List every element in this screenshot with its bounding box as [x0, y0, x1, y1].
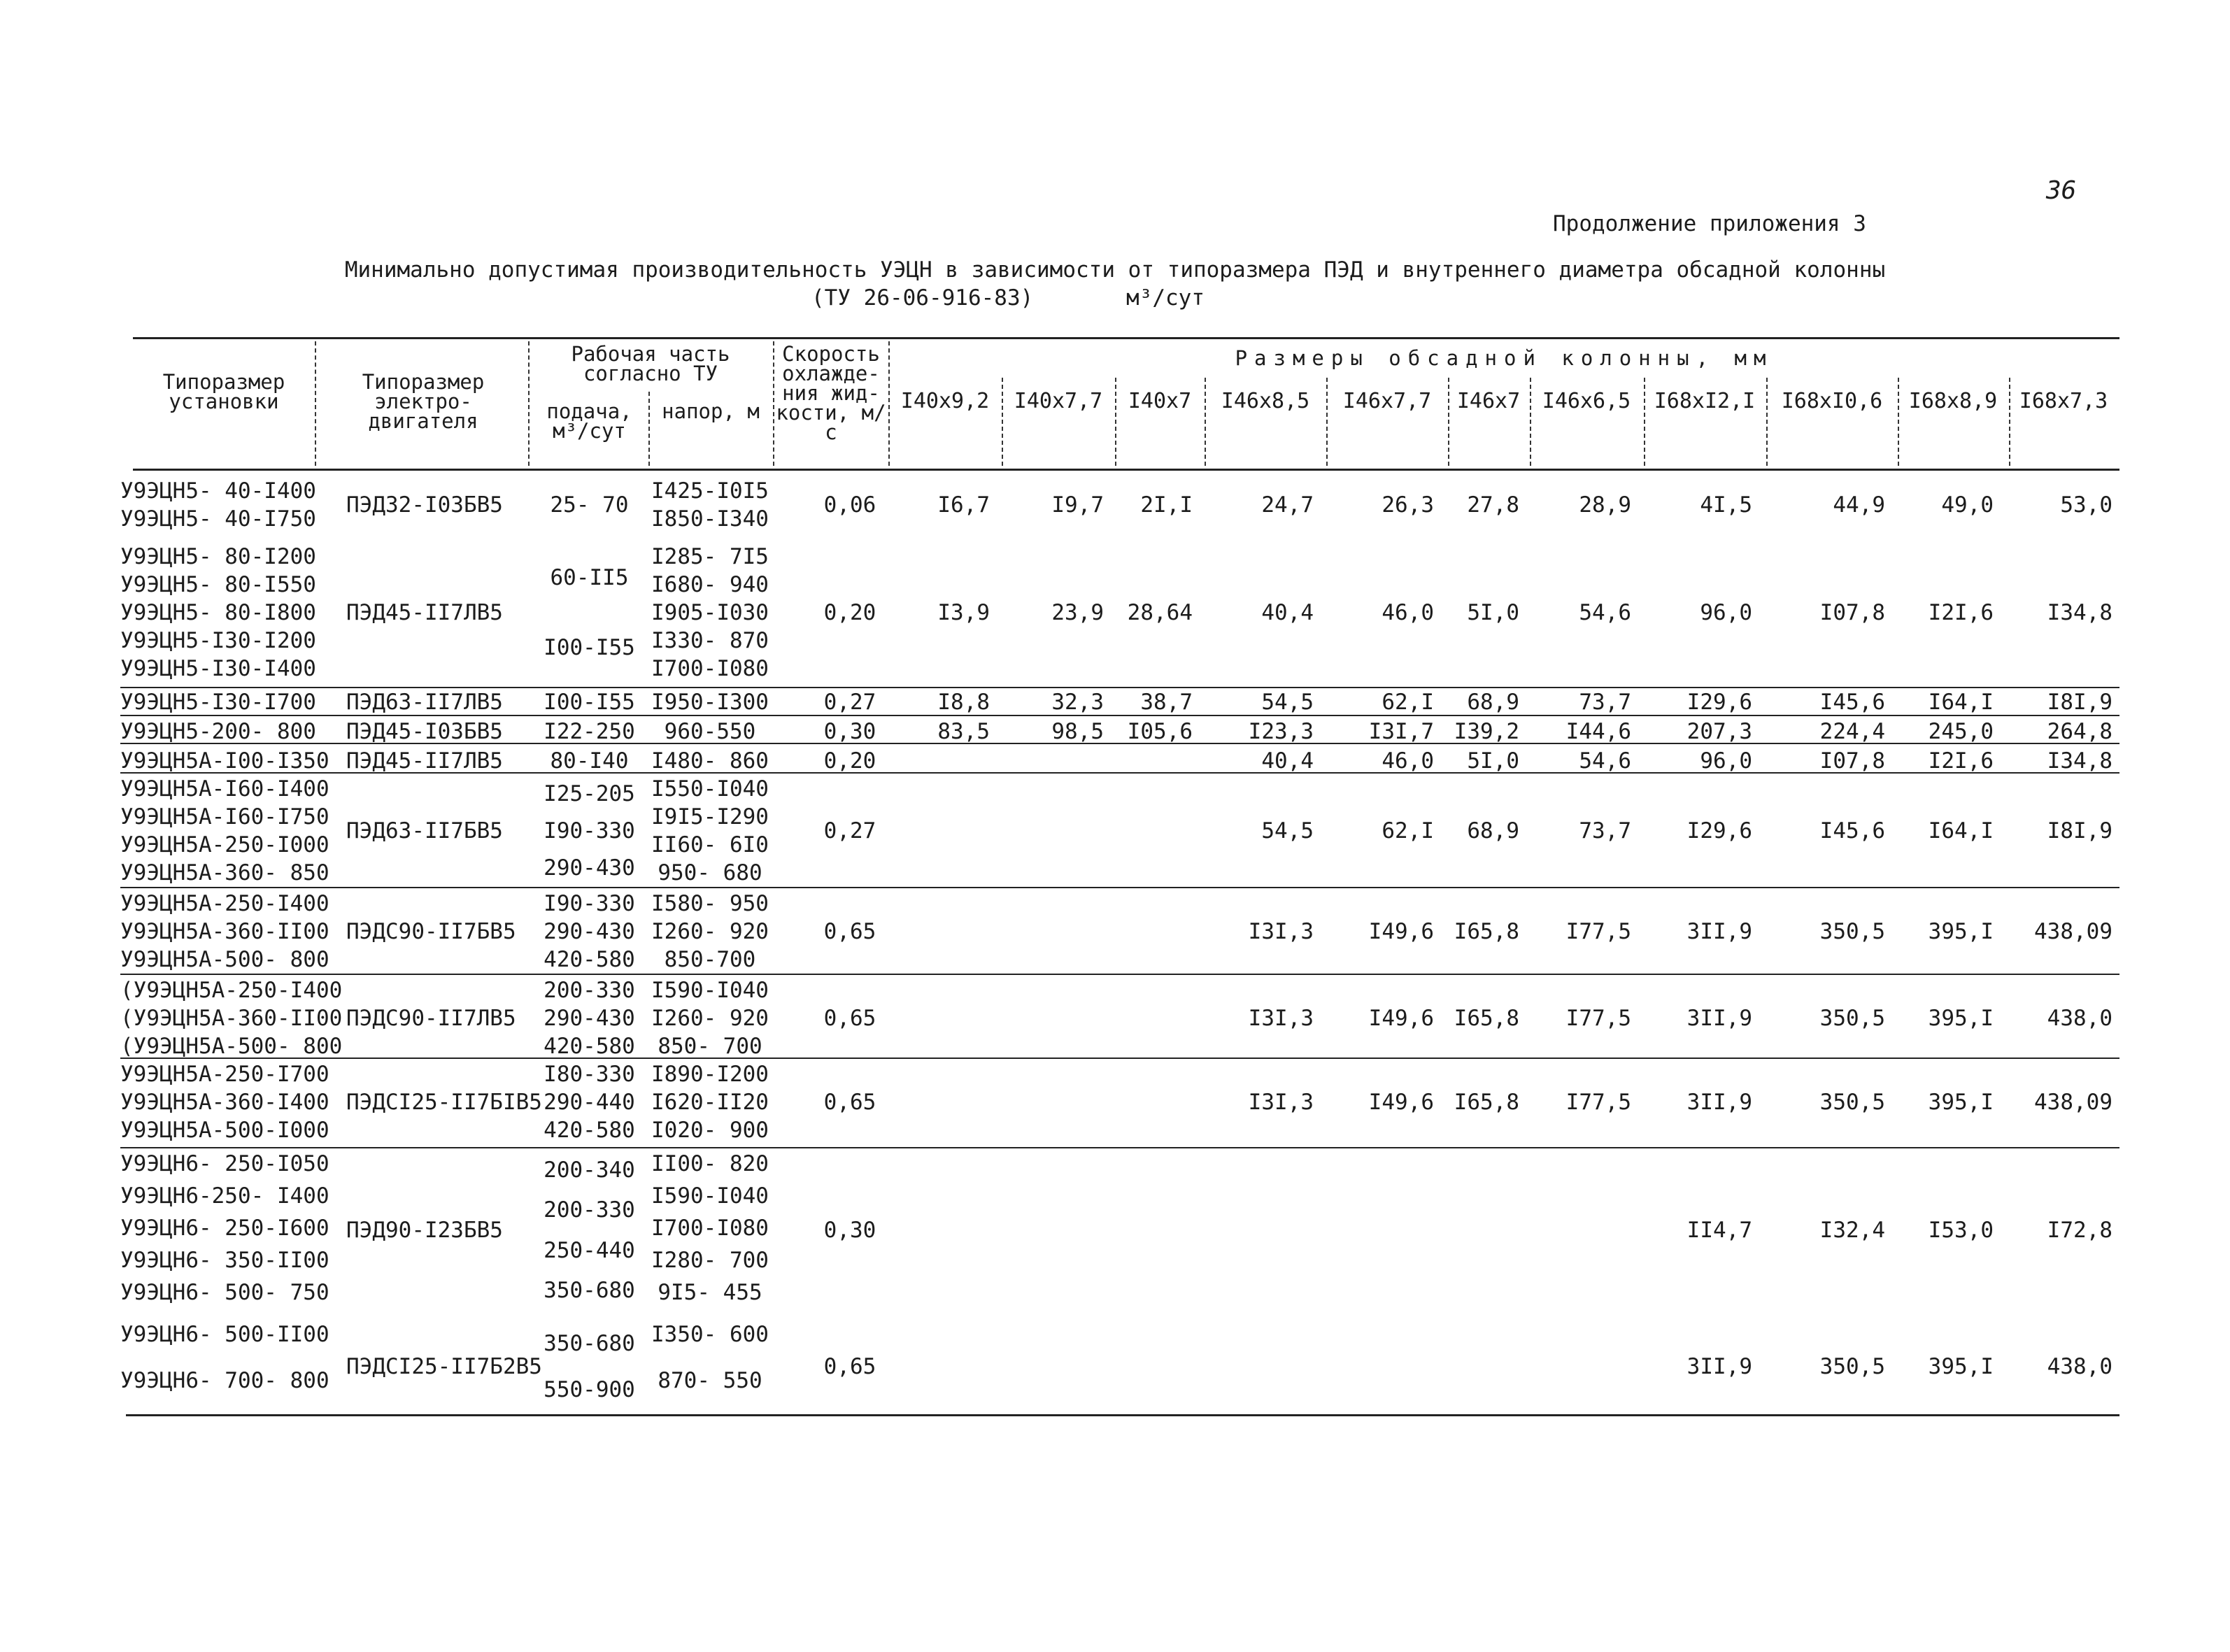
casing-value: 32,3	[1051, 690, 1104, 715]
casing-value: 49,0	[1941, 492, 1994, 518]
cooling-speed: 0,65	[823, 1354, 876, 1379]
head-range: I285- 7I5	[651, 544, 769, 569]
motor-type: ПЭД90-I23БВ5	[346, 1218, 503, 1243]
casing-value: 73,7	[1579, 818, 1631, 843]
cooling-speed: 0,30	[823, 1218, 876, 1243]
unit-name: У9ЭЦН6- 250-I050	[120, 1151, 329, 1176]
casing-value: 83,5	[937, 719, 990, 744]
row-separator	[120, 743, 2119, 744]
header-separator	[1448, 378, 1449, 466]
casing-value: 3II,9	[1686, 919, 1752, 944]
head-range: 9I5- 455	[658, 1280, 762, 1305]
casing-value: 28,64	[1127, 600, 1193, 625]
casing-value: 46,0	[1382, 600, 1434, 625]
supply-range: 290-430	[544, 919, 635, 944]
unit-name: У9ЭЦН5А-360- 850	[120, 860, 329, 885]
supply-range: I25-205	[544, 781, 635, 806]
supply-range: 550-900	[544, 1377, 635, 1402]
head-range: II60- 6I0	[651, 832, 769, 857]
supply-range: 200-340	[544, 1157, 635, 1183]
head-range: I280- 700	[651, 1248, 769, 1273]
casing-value: 73,7	[1579, 690, 1631, 715]
header-separator	[1326, 378, 1328, 466]
supply-range: I90-330	[544, 891, 635, 916]
casing-value: 27,8	[1467, 492, 1519, 518]
casing-value: 395,I	[1928, 1354, 1994, 1379]
casing-value: I65,8	[1454, 1090, 1519, 1115]
head-range: I330- 870	[651, 628, 769, 653]
table-unit: м³/сут	[1126, 285, 1205, 311]
casing-value: 350,5	[1819, 1090, 1885, 1115]
casing-value: I72,8	[2047, 1218, 2112, 1243]
unit-name: (У9ЭЦН5А-360-II00	[120, 1006, 343, 1031]
header-separator	[773, 341, 774, 466]
cooling-speed: 0,65	[823, 919, 876, 944]
header-cooling-speed: Скорость охлажде-ния жид-кости, м/с	[776, 342, 886, 444]
motor-type: ПЭД45-II7ЛВ5	[346, 748, 503, 774]
supply-range: I80-330	[544, 1062, 635, 1087]
row-separator	[120, 772, 2119, 774]
supply-range: 25- 70	[550, 492, 629, 518]
head-range: I350- 600	[651, 1322, 769, 1347]
unit-name: У9ЭЦН5-200- 800	[120, 719, 316, 744]
casing-value: 40,4	[1261, 600, 1314, 625]
row-separator	[120, 974, 2119, 975]
motor-type: ПЭДС90-II7ЛВ5	[346, 1006, 516, 1031]
head-range: I425-I0I5	[651, 478, 769, 504]
casing-value: 62,I	[1382, 818, 1434, 843]
head-range: 850- 700	[658, 1034, 762, 1059]
header-working-part: Рабочая часть согласно ТУ	[571, 342, 730, 385]
supply-range: 60-II5	[550, 565, 629, 590]
header-supply: подача, м³/сут	[546, 399, 632, 443]
casing-value: I64,I	[1928, 818, 1994, 843]
unit-name: У9ЭЦН5А-500- 800	[120, 947, 329, 972]
casing-value: 5I,0	[1467, 748, 1519, 774]
cooling-speed: 0,65	[823, 1090, 876, 1115]
unit-name: (У9ЭЦН5А-500- 800	[120, 1034, 343, 1059]
unit-name: У9ЭЦН5А-360-I400	[120, 1090, 329, 1115]
motor-type: ПЭД45-II7ЛВ5	[346, 600, 503, 625]
casing-value: 3II,9	[1686, 1090, 1752, 1115]
unit-name: У9ЭЦН5А-I60-I750	[120, 804, 329, 829]
casing-value: I2I,6	[1928, 748, 1994, 774]
page-number: 36	[2046, 176, 2077, 205]
header-separator	[315, 341, 316, 466]
header-casing-7: I46x6,5	[1542, 389, 1631, 413]
casing-value: 68,9	[1467, 818, 1519, 843]
header-separator	[528, 341, 530, 466]
header-motor-type: Типоразмер электро-двигателя	[362, 370, 485, 433]
casing-value: I2I,6	[1928, 600, 1994, 625]
unit-name: У9ЭЦН5А-I00-I350	[120, 748, 329, 774]
cooling-speed: 0,06	[823, 492, 876, 518]
supply-range: 420-580	[544, 947, 635, 972]
casing-value: 68,9	[1467, 690, 1519, 715]
casing-value: 395,I	[1928, 919, 1994, 944]
unit-name: У9ЭЦН5- 80-I200	[120, 544, 316, 569]
head-range: I020- 900	[651, 1118, 769, 1143]
casing-value: 350,5	[1819, 1354, 1885, 1379]
casing-value: I3,9	[937, 600, 990, 625]
head-range: I590-I040	[651, 978, 769, 1003]
casing-value: I45,6	[1819, 818, 1885, 843]
casing-value: 438,09	[2034, 1090, 2112, 1115]
table-spec: (ТУ 26-06-916-83)	[811, 285, 1034, 311]
casing-value: 96,0	[1700, 748, 1752, 774]
supply-range: 250-440	[544, 1237, 635, 1263]
cooling-speed: 0,65	[823, 1006, 876, 1031]
motor-type: ПЭД32-I03БВ5	[346, 492, 503, 518]
header-separator	[648, 392, 650, 466]
casing-value: I45,6	[1819, 690, 1885, 715]
casing-value: 54,5	[1261, 690, 1314, 715]
casing-value: I23,3	[1248, 719, 1314, 744]
supply-range: 200-330	[544, 978, 635, 1003]
motor-type: ПЭД63-II7ЛВ5	[346, 690, 503, 715]
casing-value: 38,7	[1140, 690, 1193, 715]
head-range: II00- 820	[651, 1151, 769, 1176]
head-range: I480- 860	[651, 748, 769, 774]
casing-value: 264,8	[2047, 719, 2112, 744]
head-range: I680- 940	[651, 572, 769, 597]
head-range: I260- 920	[651, 1006, 769, 1031]
head-range: 850-700	[664, 947, 756, 972]
unit-name: У9ЭЦН6- 500-II00	[120, 1322, 329, 1347]
motor-type: ПЭДСI25-II7БIВ5	[346, 1090, 542, 1115]
casing-value: 54,6	[1579, 748, 1631, 774]
supply-range: 290-440	[544, 1090, 635, 1115]
unit-name: У9ЭЦН6- 700- 800	[120, 1368, 329, 1393]
casing-value: 26,3	[1382, 492, 1434, 518]
casing-value: 62,I	[1382, 690, 1434, 715]
header-casing-10: I68x8,9	[1908, 389, 1998, 413]
motor-type: ПЭД63-II7БВ5	[346, 818, 503, 843]
supply-range: 420-580	[544, 1118, 635, 1143]
casing-value: 98,5	[1051, 719, 1104, 744]
casing-value: 23,9	[1051, 600, 1104, 625]
table-title: Минимально допустимая производительность УЭЦН в зависимости от типоразмера ПЭД и внутреннего диаметра обсадной колонны	[344, 257, 1886, 283]
casing-value: 3II,9	[1686, 1354, 1752, 1379]
casing-value: 438,0	[2047, 1354, 2112, 1379]
casing-value: I05,6	[1127, 719, 1193, 744]
unit-name: У9ЭЦН5- 80-I550	[120, 572, 316, 597]
unit-name: У9ЭЦН5А-I60-I400	[120, 776, 329, 802]
casing-value: 224,4	[1819, 719, 1885, 744]
casing-value: I34,8	[2047, 748, 2112, 774]
unit-name: У9ЭЦН6-250- I400	[120, 1183, 329, 1209]
cooling-speed: 0,30	[823, 719, 876, 744]
motor-type: ПЭД45-I03БВ5	[346, 719, 503, 744]
casing-value: I9,7	[1051, 492, 1104, 518]
motor-type: ПЭДСI25-II7Б2В5	[346, 1354, 542, 1379]
supply-range: 290-430	[544, 855, 635, 881]
casing-value: 3II,9	[1686, 1006, 1752, 1031]
casing-value: 350,5	[1819, 919, 1885, 944]
header-unit-type: Типоразмер установки	[162, 370, 285, 413]
supply-range: I00-I55	[544, 635, 635, 660]
casing-value: I65,8	[1454, 919, 1519, 944]
header-casing-8: I68xI2,I	[1654, 389, 1756, 413]
head-range: I850-I340	[651, 506, 769, 532]
unit-name: У9ЭЦН5А-360-II00	[120, 919, 329, 944]
row-separator	[120, 887, 2119, 888]
head-range: I700-I080	[651, 1216, 769, 1241]
appendix-note: Продолжение приложения 3	[1553, 211, 1866, 236]
casing-value: 2I,I	[1140, 492, 1193, 518]
casing-value: 438,09	[2034, 919, 2112, 944]
head-range: I260- 920	[651, 919, 769, 944]
casing-value: I34,8	[2047, 600, 2112, 625]
casing-value: I64,I	[1928, 690, 1994, 715]
header-casing-2: I40x7,7	[1014, 389, 1103, 413]
casing-value: I44,6	[1565, 719, 1631, 744]
supply-range: 350-680	[544, 1278, 635, 1304]
header-casing-3: I40x7	[1128, 389, 1192, 413]
header-separator	[1644, 378, 1645, 466]
supply-range: 420-580	[544, 1034, 635, 1059]
row-separator	[120, 1147, 2119, 1148]
casing-value: 245,0	[1928, 719, 1994, 744]
head-range: I890-I200	[651, 1062, 769, 1087]
header-casing-sizes: Размеры обсадной колонны, мм	[1235, 346, 1773, 370]
header-separator	[1766, 378, 1768, 466]
casing-value: 54,6	[1579, 600, 1631, 625]
unit-name: У9ЭЦН6- 350-II00	[120, 1248, 329, 1273]
head-range: I905-I030	[651, 600, 769, 625]
header-casing-4: I46x8,5	[1221, 389, 1310, 413]
casing-value: 28,9	[1579, 492, 1631, 518]
head-range: I590-I040	[651, 1183, 769, 1209]
casing-value: II4,7	[1686, 1218, 1752, 1243]
casing-value: 395,I	[1928, 1006, 1994, 1031]
head-range: I620-II20	[651, 1090, 769, 1115]
casing-value: I53,0	[1928, 1218, 1994, 1243]
unit-name: У9ЭЦН5- 80-I800	[120, 600, 316, 625]
table-top-rule	[133, 337, 2119, 339]
casing-value: 5I,0	[1467, 600, 1519, 625]
header-separator	[1898, 378, 1899, 466]
header-separator	[1115, 378, 1116, 466]
unit-name: У9ЭЦН5- 40-I400	[120, 478, 316, 504]
casing-value: 44,9	[1833, 492, 1885, 518]
head-range: I550-I040	[651, 776, 769, 802]
motor-type: ПЭДС90-II7БВ5	[346, 919, 516, 944]
cooling-speed: 0,27	[823, 818, 876, 843]
header-casing-5: I46x7,7	[1342, 389, 1432, 413]
casing-value: I07,8	[1819, 600, 1885, 625]
table-bottom-rule	[126, 1414, 2119, 1416]
casing-value: I8,8	[937, 690, 990, 715]
casing-value: I3I,7	[1368, 719, 1434, 744]
casing-value: I49,6	[1368, 1090, 1434, 1115]
casing-value: I39,2	[1454, 719, 1519, 744]
head-range: I950-I300	[651, 690, 769, 715]
casing-value: I77,5	[1565, 1090, 1631, 1115]
casing-value: 438,0	[2047, 1006, 2112, 1031]
casing-value: 40,4	[1261, 748, 1314, 774]
head-range: I9I5-I290	[651, 804, 769, 829]
header-separator	[1530, 378, 1531, 466]
unit-name: У9ЭЦН5А-250-I400	[120, 891, 329, 916]
casing-value: I49,6	[1368, 919, 1434, 944]
cooling-speed: 0,27	[823, 690, 876, 715]
row-separator	[120, 715, 2119, 716]
casing-value: 53,0	[2060, 492, 2112, 518]
casing-value: 395,I	[1928, 1090, 1994, 1115]
unit-name: (У9ЭЦН5А-250-I400	[120, 978, 343, 1003]
unit-name: У9ЭЦН5- 40-I750	[120, 506, 316, 532]
unit-name: У9ЭЦН5-I30-I200	[120, 628, 316, 653]
casing-value: 46,0	[1382, 748, 1434, 774]
casing-value: I8I,9	[2047, 690, 2112, 715]
supply-range: 350-680	[544, 1331, 635, 1356]
header-casing-9: I68xI0,6	[1781, 389, 1883, 413]
supply-range: I22-250	[544, 719, 635, 744]
header-casing-11: I68x7,3	[2019, 389, 2108, 413]
casing-value: I29,6	[1686, 690, 1752, 715]
casing-value: I3I,3	[1248, 1006, 1314, 1031]
header-separator	[1205, 378, 1206, 466]
casing-value: I3I,3	[1248, 1090, 1314, 1115]
supply-range: I00-I55	[544, 690, 635, 715]
casing-value: I29,6	[1686, 818, 1752, 843]
casing-value: 350,5	[1819, 1006, 1885, 1031]
header-casing-1: I40x9,2	[900, 389, 990, 413]
casing-value: 207,3	[1686, 719, 1752, 744]
casing-value: I32,4	[1819, 1218, 1885, 1243]
casing-value: 24,7	[1261, 492, 1314, 518]
unit-name: У9ЭЦН6- 500- 750	[120, 1280, 329, 1305]
casing-value: I3I,3	[1248, 919, 1314, 944]
supply-range: 80-I40	[550, 748, 629, 774]
casing-value: I65,8	[1454, 1006, 1519, 1031]
unit-name: У9ЭЦН5А-250-I000	[120, 832, 329, 857]
supply-range: 200-330	[544, 1197, 635, 1223]
supply-range: 290-430	[544, 1006, 635, 1031]
casing-value: I6,7	[937, 492, 990, 518]
unit-name: У9ЭЦН5А-500-I000	[120, 1118, 329, 1143]
header-casing-6: I46x7	[1456, 389, 1521, 413]
supply-range: I90-330	[544, 818, 635, 843]
unit-name: У9ЭЦН6- 250-I600	[120, 1216, 329, 1241]
head-range: 870- 550	[658, 1368, 762, 1393]
head-range: I700-I080	[651, 656, 769, 681]
casing-value: I8I,9	[2047, 818, 2112, 843]
casing-value: 4I,5	[1700, 492, 1752, 518]
header-separator	[1002, 378, 1003, 466]
casing-value: I07,8	[1819, 748, 1885, 774]
unit-name: У9ЭЦН5А-250-I700	[120, 1062, 329, 1087]
head-range: I580- 950	[651, 891, 769, 916]
head-range: 950- 680	[658, 860, 762, 885]
casing-value: I77,5	[1565, 919, 1631, 944]
cooling-speed: 0,20	[823, 600, 876, 625]
casing-value: I49,6	[1368, 1006, 1434, 1031]
header-head: напор, м	[662, 399, 760, 423]
head-range: 960-550	[664, 719, 756, 744]
casing-value: 96,0	[1700, 600, 1752, 625]
header-separator	[2009, 378, 2010, 466]
unit-name: У9ЭЦН5-I30-I700	[120, 690, 316, 715]
cooling-speed: 0,20	[823, 748, 876, 774]
casing-value: 54,5	[1261, 818, 1314, 843]
header-bottom-rule	[133, 469, 2119, 471]
unit-name: У9ЭЦН5-I30-I400	[120, 656, 316, 681]
casing-value: I77,5	[1565, 1006, 1631, 1031]
row-separator	[120, 1058, 2119, 1059]
